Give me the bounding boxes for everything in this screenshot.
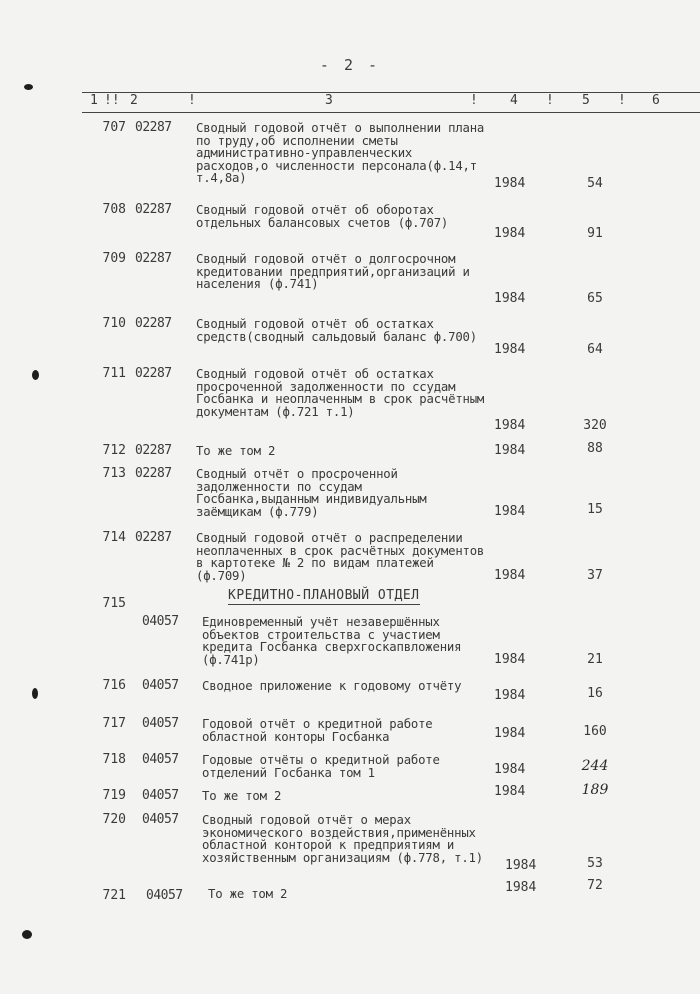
fund-code: 04057 <box>142 678 179 693</box>
fund-code: 02287 <box>135 366 172 381</box>
sheet-count: 244 <box>581 758 609 774</box>
fund-code: 04057 <box>142 614 179 629</box>
scan-speck <box>22 930 32 939</box>
column-header-5: 5 <box>582 93 590 108</box>
record-title: Сводный годовой отчёт о мерах экономического воздействия,применённых областной конторой к предприятиям и хозяйственным организациям (ф.778, т.1) <box>202 813 483 865</box>
record-year: 1984 <box>494 762 526 777</box>
record-title: Сводное приложение к годовому отчёту <box>202 679 462 693</box>
fund-code: 02287 <box>135 530 172 545</box>
header-top-rule <box>82 92 700 93</box>
sheet-count: 15 <box>587 502 603 517</box>
record-year: 1984 <box>494 443 526 458</box>
record-title: Сводный годовой отчёт о выполнении плана по труду,об исполнении сметы административно-управленческих расходов,о численности персонала(ф.14,т т.4,8а) <box>196 121 485 185</box>
sheet-count: 53 <box>587 856 603 871</box>
sheet-count: 91 <box>587 226 603 241</box>
sheet-count: 64 <box>587 342 603 357</box>
column-header-3: 3 <box>325 93 333 108</box>
row-number: 717 <box>102 716 126 731</box>
row-number: 708 <box>102 202 126 217</box>
record-year: 1984 <box>494 291 526 306</box>
fund-code: 02287 <box>135 202 172 217</box>
record-title: То же том 2 <box>202 789 282 803</box>
page-number: - 2 - <box>319 56 381 74</box>
record-title: Сводный годовой отчёт о распределении неоплаченных в срок расчётных документов в картотеке № 2 по видам платежей (ф.709) <box>196 531 485 583</box>
fund-code: 04057 <box>142 716 179 731</box>
record-title: Единовременный учёт незавершённых объектов строительства с участием кредита Госбанка сверхгоскапвложения (ф.741р) <box>202 615 462 667</box>
fund-code: 02287 <box>135 251 172 266</box>
record-year: 1984 <box>494 688 526 703</box>
row-number: 713 <box>102 466 126 481</box>
record-year: 1984 <box>494 418 526 433</box>
record-title: Годовые отчёты о кредитной работе отделений Госбанка том 1 <box>202 753 440 780</box>
column-header-1: 1 <box>90 93 98 108</box>
row-number: 709 <box>102 251 126 266</box>
fund-code: 02287 <box>135 316 172 331</box>
scan-speck <box>32 688 38 699</box>
fund-code: 02287 <box>135 466 172 481</box>
row-number: 715 <box>102 596 126 611</box>
record-year: 1984 <box>494 652 526 667</box>
sheet-count: 72 <box>587 878 603 893</box>
sheet-count: 16 <box>587 686 603 701</box>
row-number: 712 <box>102 443 126 458</box>
row-number: 718 <box>102 752 126 767</box>
sheet-count: 54 <box>587 176 603 191</box>
sheet-count: 320 <box>583 418 607 433</box>
row-number: 716 <box>102 678 126 693</box>
row-number: 711 <box>102 366 126 381</box>
row-number: 710 <box>102 316 126 331</box>
header-bottom-rule <box>82 112 700 113</box>
record-title: Годовой отчёт о кредитной работе областной конторы Госбанка <box>202 717 433 744</box>
record-year: 1984 <box>494 568 526 583</box>
sheet-count: 88 <box>587 441 603 456</box>
record-year: 1984 <box>494 176 526 191</box>
fund-code: 04057 <box>142 752 179 767</box>
column-header-6: 6 <box>652 93 660 108</box>
fund-code: 04057 <box>142 812 179 827</box>
row-number: 721 <box>102 888 126 903</box>
fund-code: 04057 <box>146 888 183 903</box>
scan-speck <box>32 370 39 380</box>
record-year: 1984 <box>494 342 526 357</box>
column-header-2: 2 <box>130 93 138 108</box>
sheet-count: 37 <box>587 568 603 583</box>
row-number: 714 <box>102 530 126 545</box>
record-title: То же том 2 <box>196 444 276 458</box>
record-year: 1984 <box>494 726 526 741</box>
record-title: Сводный годовой отчёт о долгосрочном кредитовании предприятий,организаций и населения (ф.741) <box>196 252 470 291</box>
record-year: 1984 <box>494 226 526 241</box>
row-number: 720 <box>102 812 126 827</box>
fund-code: 04057 <box>142 788 179 803</box>
fund-code: 02287 <box>135 120 172 135</box>
sheet-count: 65 <box>587 291 603 306</box>
section-heading: КРЕДИТНО-ПЛАНОВЫЙ ОТДЕЛ <box>228 588 420 603</box>
record-title: Сводный годовой отчёт об оборотах отдельных балансовых счетов (ф.707) <box>196 203 449 230</box>
record-title: Сводный годовой отчёт об остатках просроченной задолженности по ссудам Госбанка и неоплаченным в срок расчётным документам (ф.721 т.1) <box>196 367 485 419</box>
fund-code: 02287 <box>135 443 172 458</box>
sheet-count: 21 <box>587 652 603 667</box>
sheet-count: 160 <box>583 724 607 739</box>
column-header-row: 1 !! 2 ! 3 ! 4 ! 5 ! 6 <box>90 93 660 108</box>
sheet-count: 189 <box>581 782 609 798</box>
record-year: 1984 <box>505 858 537 873</box>
record-year: 1984 <box>494 504 526 519</box>
record-title: То же том 2 <box>208 887 288 901</box>
column-header-4: 4 <box>510 93 518 108</box>
record-year: 1984 <box>494 784 526 799</box>
row-number: 719 <box>102 788 126 803</box>
record-title: Сводный годовой отчёт об остатках средств(сводный сальдовый баланс ф.700) <box>196 317 477 344</box>
record-title: Сводный отчёт о просроченной задолженности по ссудам Госбанка,выданным индивидуальным заёмщикам (ф.779) <box>196 467 427 519</box>
record-year: 1984 <box>505 880 537 895</box>
row-number: 707 <box>102 120 126 135</box>
scan-speck <box>24 84 33 90</box>
